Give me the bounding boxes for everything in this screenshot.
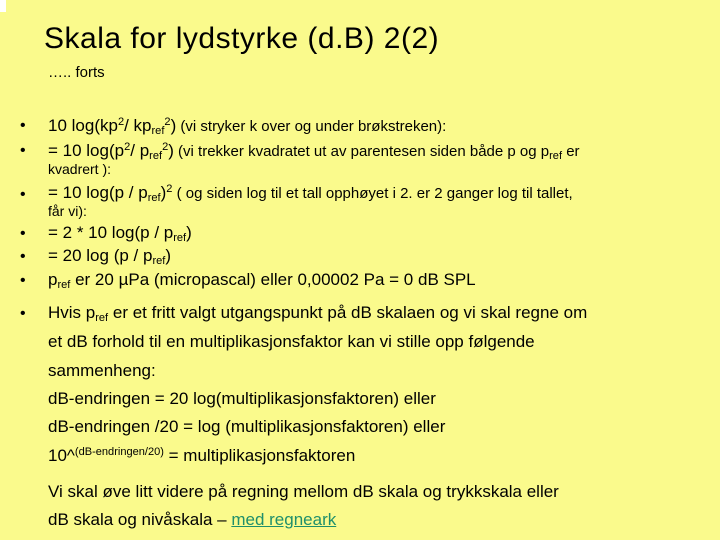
paragraph-line-4: dB-endringen = 20 log(multiplikasjonsfaktoren) eller bbox=[48, 389, 436, 408]
paragraph-line-8: dB skala og nivåskala – med regneark bbox=[48, 510, 337, 529]
bullet-marker: • bbox=[20, 248, 26, 265]
formula-line-3-continuation: får vi): bbox=[48, 203, 87, 219]
paragraph-line-7: Vi skal øve litt videre på regning mellom dB skala og trykkskala eller bbox=[48, 482, 559, 501]
bullet-marker: • bbox=[20, 117, 26, 134]
formula-line-2-continuation: kvadrert ): bbox=[48, 161, 112, 177]
paragraph-line-1: Hvis $p_{ref}$ er et fritt valgt utgangspunkt på dB skalaen og vi skal regne om bbox=[48, 303, 588, 324]
formula-line-2: = 10 $\log(p^2/$ $p_{ref}^2$) (vi trekker kvadratet ut av parentesen siden både p og $p_{ref}$ er bbox=[48, 140, 580, 162]
paragraph-line-2: et dB forhold til en multiplikasjonsfaktor kan vi stille opp følgende bbox=[48, 332, 535, 351]
formula-line-3: = 10 $\log(p / p_{ref})^2$ ( og siden log til et tall opphøyet i 2. er 2 ganger log til tallet, bbox=[48, 182, 573, 204]
bullet-marker: • bbox=[20, 305, 26, 322]
formula-line-4: = 2 * 10 $\log(p / p_{ref})$ bbox=[48, 223, 192, 244]
slide-subtitle: ….. forts bbox=[48, 64, 105, 81]
bullet-marker: • bbox=[20, 225, 26, 242]
bullet-marker: • bbox=[20, 272, 26, 289]
bullet-marker: • bbox=[20, 186, 26, 203]
formula-line-6: $p_{ref}$ er 20 µPa (micropascal) eller 0,00002 Pa = 0 dB SPL bbox=[48, 270, 476, 291]
spreadsheet-link[interactable]: med regneark bbox=[231, 510, 337, 529]
bullet-marker: • bbox=[20, 142, 26, 159]
slide-title: Skala for lydstyrke (d.B) 2(2) bbox=[44, 22, 440, 55]
corner-mark bbox=[0, 0, 6, 12]
formula-line-5: = 20 $\log (p / p_{ref})$ bbox=[48, 246, 172, 267]
paragraph-line-3: sammenheng: bbox=[48, 361, 156, 380]
paragraph-line-6: 10^$^{(dB-endringen/20)}$ = multiplikasjonsfaktoren bbox=[48, 445, 356, 465]
formula-line-1: 10 $\log(kp^2/$ $kp_{ref}^2$) (vi stryker k over og under brøkstreken): bbox=[48, 115, 447, 137]
paragraph-line-5: dB-endringen /20 = log (multiplikasjonsfaktoren) eller bbox=[48, 417, 446, 436]
